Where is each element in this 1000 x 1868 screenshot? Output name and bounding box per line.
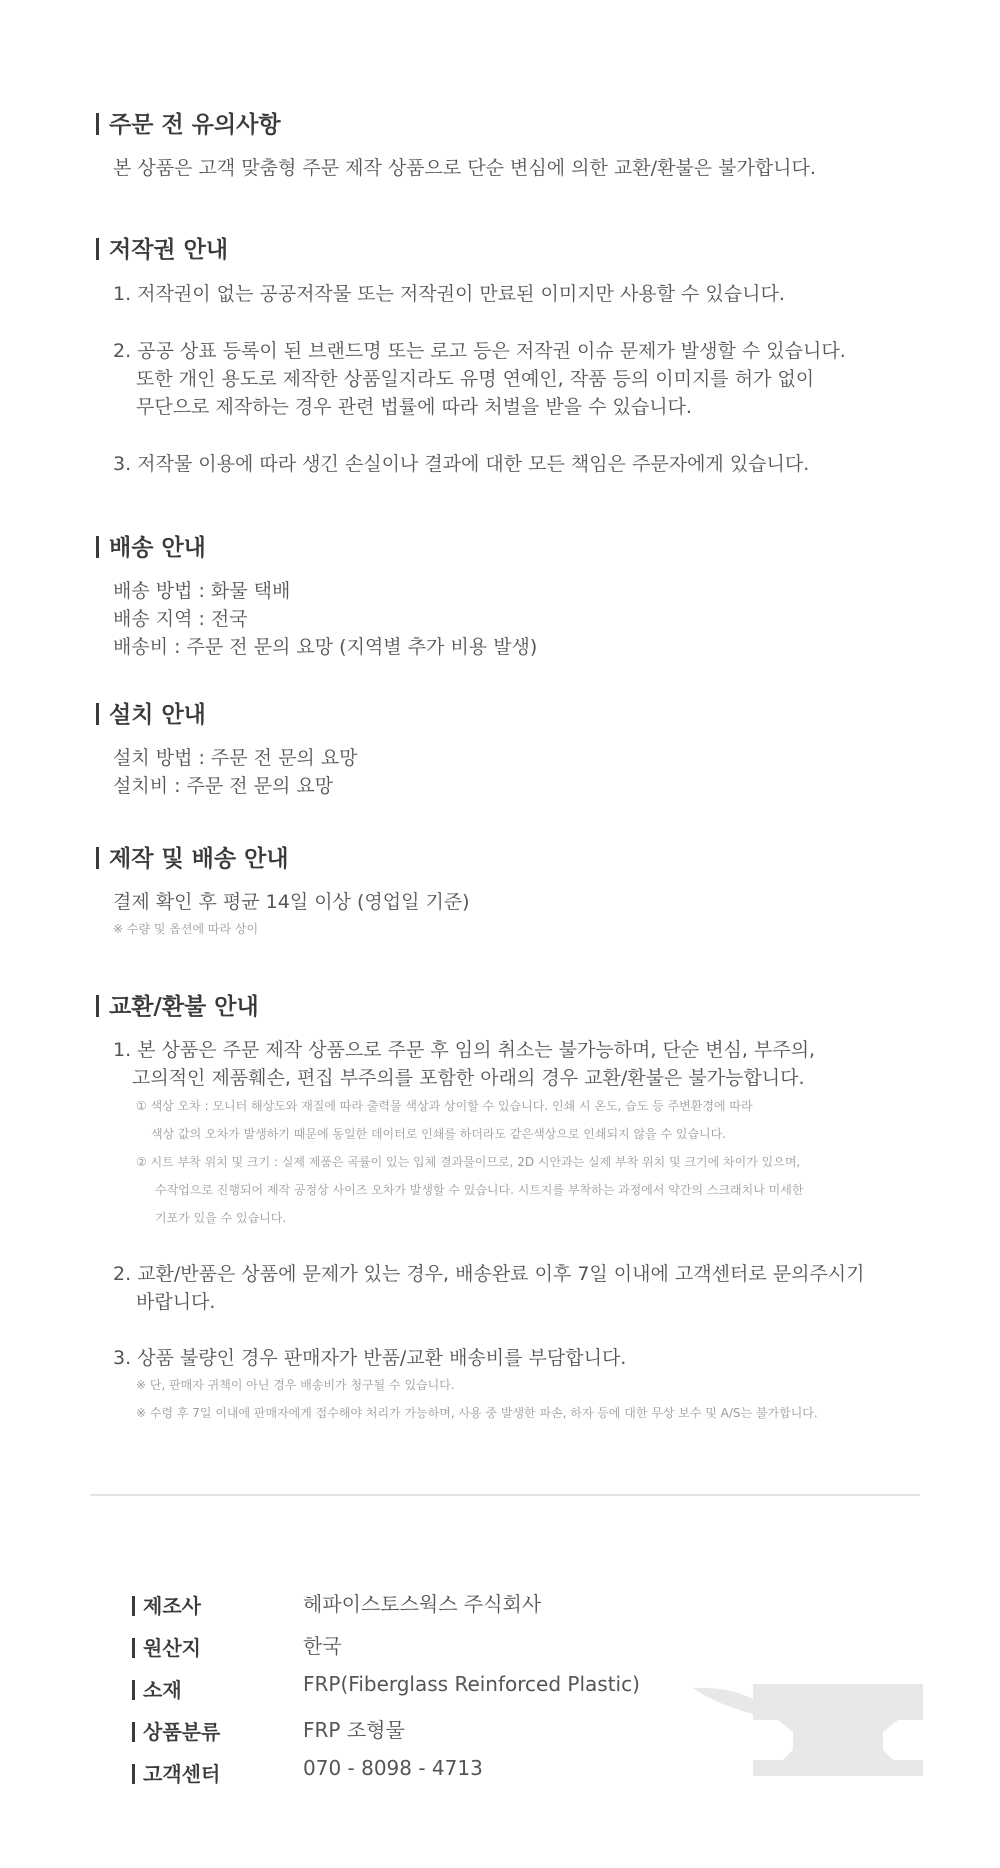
delivery-title-text: 배송 안내 xyxy=(109,535,206,561)
label-bar xyxy=(132,1596,135,1616)
label-bar xyxy=(132,1638,135,1658)
production-title xyxy=(96,840,289,873)
title-bar xyxy=(96,238,99,260)
info-value-customer-center: 070 - 8098 - 4713 xyxy=(303,1756,483,1780)
notice-title-text: 주문 전 유의사항 xyxy=(109,112,281,138)
info-label-customer-center xyxy=(132,1758,220,1787)
refund-item-1-line-1: 1. 본 상품은 주문 제작 상품으로 주문 후 임의 취소는 불가능하며, 단순 변심, 부주의, xyxy=(113,1039,816,1061)
refund-note-2-line-3: 기포가 있을 수 있습니다. xyxy=(155,1211,287,1225)
refund-note-4: ※ 수령 후 7일 이내에 판매자에게 접수해야 처리가 가능하며, 사용 중 발생한 파손, 하자 등에 대한 무상 보수 및 A/S는 불가합니다. xyxy=(136,1406,818,1420)
copyright-item-2-line-2: 또한 개인 용도로 제작한 상품일지라도 유명 연예인, 작품 등의 이미지를 허가 없이 xyxy=(136,368,815,390)
delivery-method: 배송 방법 : 화물 택배 xyxy=(113,580,291,602)
info-value-origin: 한국 xyxy=(303,1634,342,1658)
label-bar xyxy=(132,1722,135,1742)
label-bar xyxy=(132,1680,135,1700)
title-bar xyxy=(96,995,99,1017)
refund-note-2-line-1: ② 시트 부착 위치 및 크기 : 실제 제품은 곡률이 있는 입체 결과물이므로, 2D 시안과는 실제 부착 위치 및 크기에 차이가 있으며, xyxy=(136,1155,801,1169)
refund-item-2-line-1: 2. 교환/반품은 상품에 문제가 있는 경우, 배송완료 이후 7일 이내에 고객센터로 문의주시기 xyxy=(113,1263,865,1285)
production-text: 결제 확인 후 평균 14일 이상 (영업일 기준) xyxy=(113,891,470,913)
delivery-region: 배송 지역 : 전국 xyxy=(113,608,248,630)
title-bar xyxy=(96,536,99,558)
info-label-material xyxy=(132,1674,182,1703)
installation-method: 설치 방법 : 주문 전 문의 요망 xyxy=(113,747,358,769)
copyright-title-text: 저작권 안내 xyxy=(109,237,229,263)
title-bar xyxy=(96,703,99,725)
info-label-text: 원산지 xyxy=(143,1636,201,1660)
refund-note-1-line-2: 색상 값의 오차가 발생하기 때문에 동일한 데이터로 인쇄를 하더라도 같은색상으로 인쇄되지 않을 수 있습니다. xyxy=(151,1127,727,1141)
production-note: ※ 수량 및 옵션에 따라 상이 xyxy=(113,922,259,936)
installation-cost: 설치비 : 주문 전 문의 요망 xyxy=(113,775,334,797)
refund-item-2-line-2: 바랍니다. xyxy=(136,1291,216,1313)
info-value-category: FRP 조형물 xyxy=(303,1718,405,1742)
refund-note-1-line-1: ① 색상 오차 : 모니터 해상도와 재질에 따라 출력물 색상과 상이할 수 있습니다. 인쇄 시 온도, 습도 등 주변환경에 따라 xyxy=(136,1099,753,1113)
info-label-text: 소재 xyxy=(143,1678,182,1702)
copyright-item-3: 3. 저작물 이용에 따라 생긴 손실이나 결과에 대한 모든 책임은 주문자에게 있습니다. xyxy=(113,453,810,475)
copyright-item-1: 1. 저작권이 없는 공공저작물 또는 저작권이 만료된 이미지만 사용할 수 있습니다. xyxy=(113,283,785,305)
info-label-category xyxy=(132,1716,220,1745)
anvil-icon xyxy=(693,1680,928,1777)
delivery-cost: 배송비 : 주문 전 문의 요망 (지역별 추가 비용 발생) xyxy=(113,636,538,658)
delivery-title xyxy=(96,529,206,562)
section-divider xyxy=(90,1494,920,1496)
title-bar xyxy=(96,847,99,869)
refund-note-2-line-2: 수작업으로 진행되어 제작 공정상 사이즈 오차가 발생할 수 있습니다. 시트지를 부착하는 과정에서 약간의 스크래치나 미세한 xyxy=(155,1183,804,1197)
refund-note-3: ※ 단, 판매자 귀책이 아닌 경우 배송비가 청구될 수 있습니다. xyxy=(136,1378,455,1392)
info-value-manufacturer: 헤파이스토스웍스 주식회사 xyxy=(303,1592,542,1616)
info-label-text: 제조사 xyxy=(143,1594,201,1618)
copyright-item-2-line-1: 2. 공공 상표 등록이 된 브랜드명 또는 로고 등은 저작권 이슈 문제가 발생할 수 있습니다. xyxy=(113,340,846,362)
notice-text: 본 상품은 고객 맞춤형 주문 제작 상품으로 단순 변심에 의한 교환/환불은 불가합니다. xyxy=(113,157,816,179)
copyright-title xyxy=(96,231,228,264)
refund-item-3: 3. 상품 불량인 경우 판매자가 반품/교환 배송비를 부담합니다. xyxy=(113,1347,627,1369)
copyright-item-2-line-3: 무단으로 제작하는 경우 관련 법률에 따라 처벌을 받을 수 있습니다. xyxy=(136,396,692,418)
info-label-text: 상품분류 xyxy=(143,1720,221,1744)
refund-title xyxy=(96,988,259,1021)
production-title-text: 제작 및 배송 안내 xyxy=(109,846,289,872)
installation-title xyxy=(96,696,206,729)
refund-title-text: 교환/환불 안내 xyxy=(109,994,259,1020)
title-bar xyxy=(96,113,99,135)
installation-title-text: 설치 안내 xyxy=(109,702,206,728)
notice-title xyxy=(96,106,281,139)
info-label-origin xyxy=(132,1632,201,1661)
info-label-text: 고객센터 xyxy=(143,1762,221,1786)
info-label-manufacturer xyxy=(132,1590,201,1619)
label-bar xyxy=(132,1764,135,1784)
refund-item-1-line-2: 고의적인 제품훼손, 편집 부주의를 포함한 아래의 경우 교환/환불은 불가능합니다. xyxy=(132,1067,805,1089)
info-value-material: FRP(Fiberglass Reinforced Plastic) xyxy=(303,1672,640,1696)
